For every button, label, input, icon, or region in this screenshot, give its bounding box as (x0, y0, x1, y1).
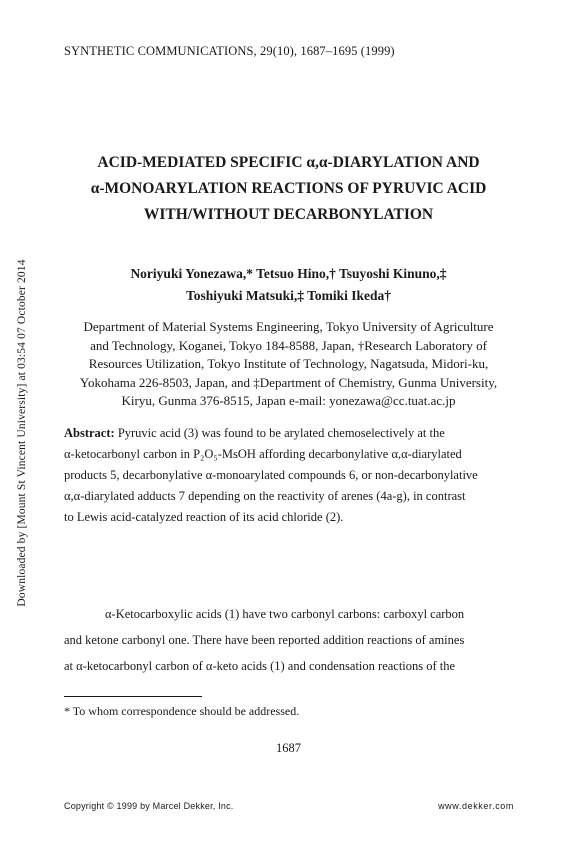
title-line: ACID-MEDIATED SPECIFIC α,α-DIARYLATION AND (97, 154, 480, 171)
abstract (64, 423, 513, 528)
authors-line: Noriyuki Yonezawa,* Tetsuo Hino,† Tsuyoshi Kinuno,‡ (130, 266, 447, 281)
paper-title (40, 150, 537, 228)
introduction (64, 601, 513, 679)
affiliation-line: Yokohama 226-8503, Japan, and ‡Department of Chemistry, Gunma University, (79, 374, 498, 390)
abstract-label: Abstract: (64, 426, 115, 440)
abstract-line (64, 423, 513, 444)
title-line: α-MONOARYLATION REACTIONS OF PYRUVIC ACID (90, 180, 487, 197)
intro-line: and ketone carbonyl one. There have been reported addition reactions of amines (64, 633, 465, 647)
affiliations (50, 318, 527, 411)
intro-line: at α-ketocarbonyl carbon of α-keto acids (1) and condensation reactions of the (64, 659, 456, 673)
abstract-line: products 5, decarbonylative α-monoarylated compounds 6, or non-decarbonylative (64, 468, 478, 482)
download-watermark-text: Downloaded by [Mount St Vincent University] at 03:54 07 October 2014 (16, 259, 28, 607)
title-line: WITH/WITHOUT DECARBONYLATION (143, 206, 434, 223)
footnote-rule (64, 696, 202, 697)
intro-line: α-Ketocarboxylic acids (1) have two carbonyl carbons: carboxyl carbon (105, 607, 465, 621)
page-number: 1687 (276, 741, 301, 755)
abstract-line: α,α-diarylated adducts 7 depending on the reactivity of arenes (4a-g), in contrast (64, 489, 466, 503)
affiliation-line: and Technology, Koganei, Tokyo 184-8588, Japan, †Research Laboratory of (90, 337, 487, 353)
affiliation-line: Resources Utilization, Tokyo Institute of Technology, Nagatsuda, Midori-ku, (88, 356, 489, 371)
authors-line: Toshiyuki Matsuki,‡ Tomiki Ikeda† (185, 288, 392, 303)
abstract-line: α-ketocarbonyl carbon in P₂O₅-MsOH affording decarbonylative α,α-diarylated (64, 447, 462, 461)
affiliation-line: Department of Material Systems Engineering, Tokyo University of Agriculture (83, 319, 494, 334)
journal-header: SYNTHETIC COMMUNICATIONS, 29(10), 1687–1695 (1999) (64, 44, 395, 58)
abstract-line: to Lewis acid-catalyzed reaction of its acid chloride (2). (64, 510, 344, 524)
copyright-notice: Copyright © 1999 by Marcel Dekker, Inc. (64, 801, 234, 811)
authors (40, 263, 537, 307)
publisher-website[interactable]: www.dekker.com (438, 801, 514, 811)
abstract-text: Pyruvic acid (3) was found to be arylated chemoselectively at the (114, 426, 445, 440)
footnote: * To whom correspondence should be addressed. (64, 704, 300, 718)
affiliation-line: Kiryu, Gunma 376-8515, Japan e-mail: yonezawa@cc.tuat.ac.jp (121, 393, 456, 408)
